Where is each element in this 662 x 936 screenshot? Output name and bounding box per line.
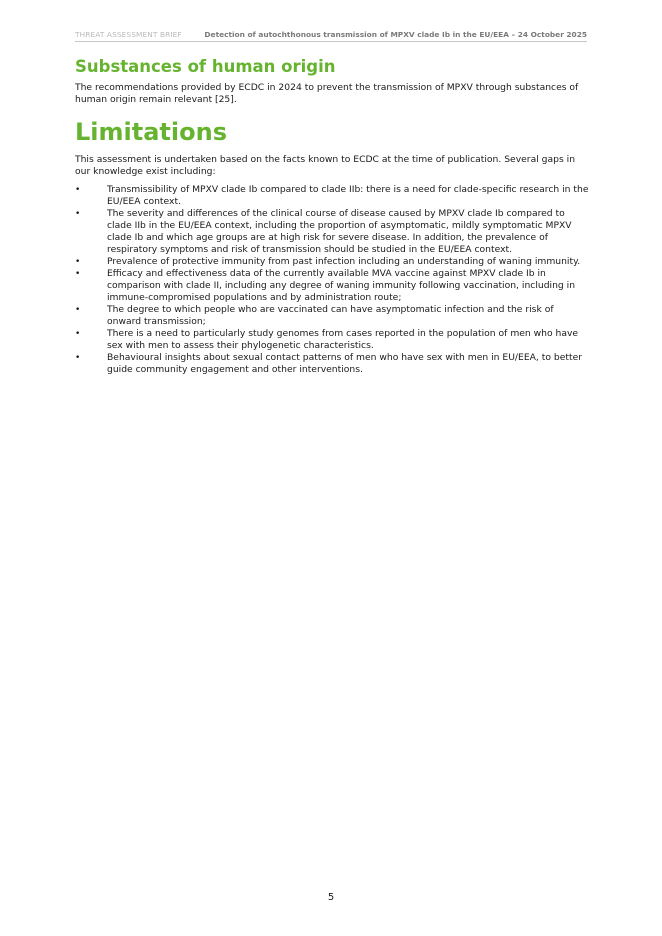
- bullet-icon: •: [75, 305, 81, 315]
- list-item: [75, 184, 590, 208]
- list-item-text: Efficacy and effectiveness data of the currently available MVA vaccine against MPXV clade Ib in comparison with clade II, including any degree of waning immunity following vaccination, including in immune-compromised populations and by administration route;: [107, 268, 576, 303]
- substances-paragraph: The recommendations provided by ECDC in 2024 to prevent the transmission of MPXV through substances of human origin remain relevant [25].: [75, 82, 579, 105]
- list-item: [75, 208, 590, 256]
- running-header: [75, 30, 587, 42]
- knowledge-gaps-list: [75, 184, 590, 376]
- bullet-icon: •: [75, 269, 81, 279]
- list-item-text: Transmissibility of MPXV clade Ib compared to clade IIb: there is a need for clade-specific research in the EU/EEA context.: [107, 184, 589, 207]
- list-item-text: There is a need to particularly study genomes from cases reported in the population of men who have sex with men to assess their phylogenetic characteristics.: [107, 328, 579, 351]
- list-item-text: Prevalence of protective immunity from past infection including an understanding of waning immunity.: [107, 256, 581, 267]
- section-heading-limitations: Limitations: [75, 118, 227, 146]
- section-heading-substances: Substances of human origin: [75, 57, 336, 76]
- list-item-text: The degree to which people who are vaccinated can have asymptomatic infection and the risk of onward transmission;: [107, 304, 554, 327]
- bullet-icon: •: [75, 329, 81, 339]
- list-item-text: Behavioural insights about sexual contact patterns of men who have sex with men in EU/EEA, to better guide community engagement and other interventions.: [107, 352, 583, 375]
- page-number: 5: [327, 892, 335, 903]
- header-document-title: Detection of autochthonous transmission of MPXV clade Ib in the EU/EEA – 24 October 2025: [204, 30, 587, 39]
- list-item-text: The severity and differences of the clinical course of disease caused by MPXV clade Ib compared to clade IIb in the EU/EEA context, including the proportion of asymptomatic, mildly symptomatic MPXV clade Ib and which age groups are at high risk for severe disease. In addition, the prevalence of respiratory symptoms and risk of transmission should be studied in the EU/EEA context.: [107, 208, 572, 255]
- bullet-icon: •: [75, 185, 81, 195]
- bullet-icon: •: [75, 353, 81, 363]
- header-document-type: THREAT ASSESSMENT BRIEF: [75, 30, 182, 39]
- list-item: [75, 352, 590, 376]
- limitations-intro: This assessment is undertaken based on the facts known to ECDC at the time of publication. Several gaps in our knowledge exist including:: [75, 154, 576, 177]
- list-item: [75, 304, 590, 328]
- list-item: [75, 256, 590, 268]
- bullet-icon: •: [75, 209, 81, 219]
- bullet-icon: •: [75, 257, 81, 267]
- list-item: [75, 328, 590, 352]
- page-content: [75, 56, 590, 376]
- list-item: [75, 268, 590, 304]
